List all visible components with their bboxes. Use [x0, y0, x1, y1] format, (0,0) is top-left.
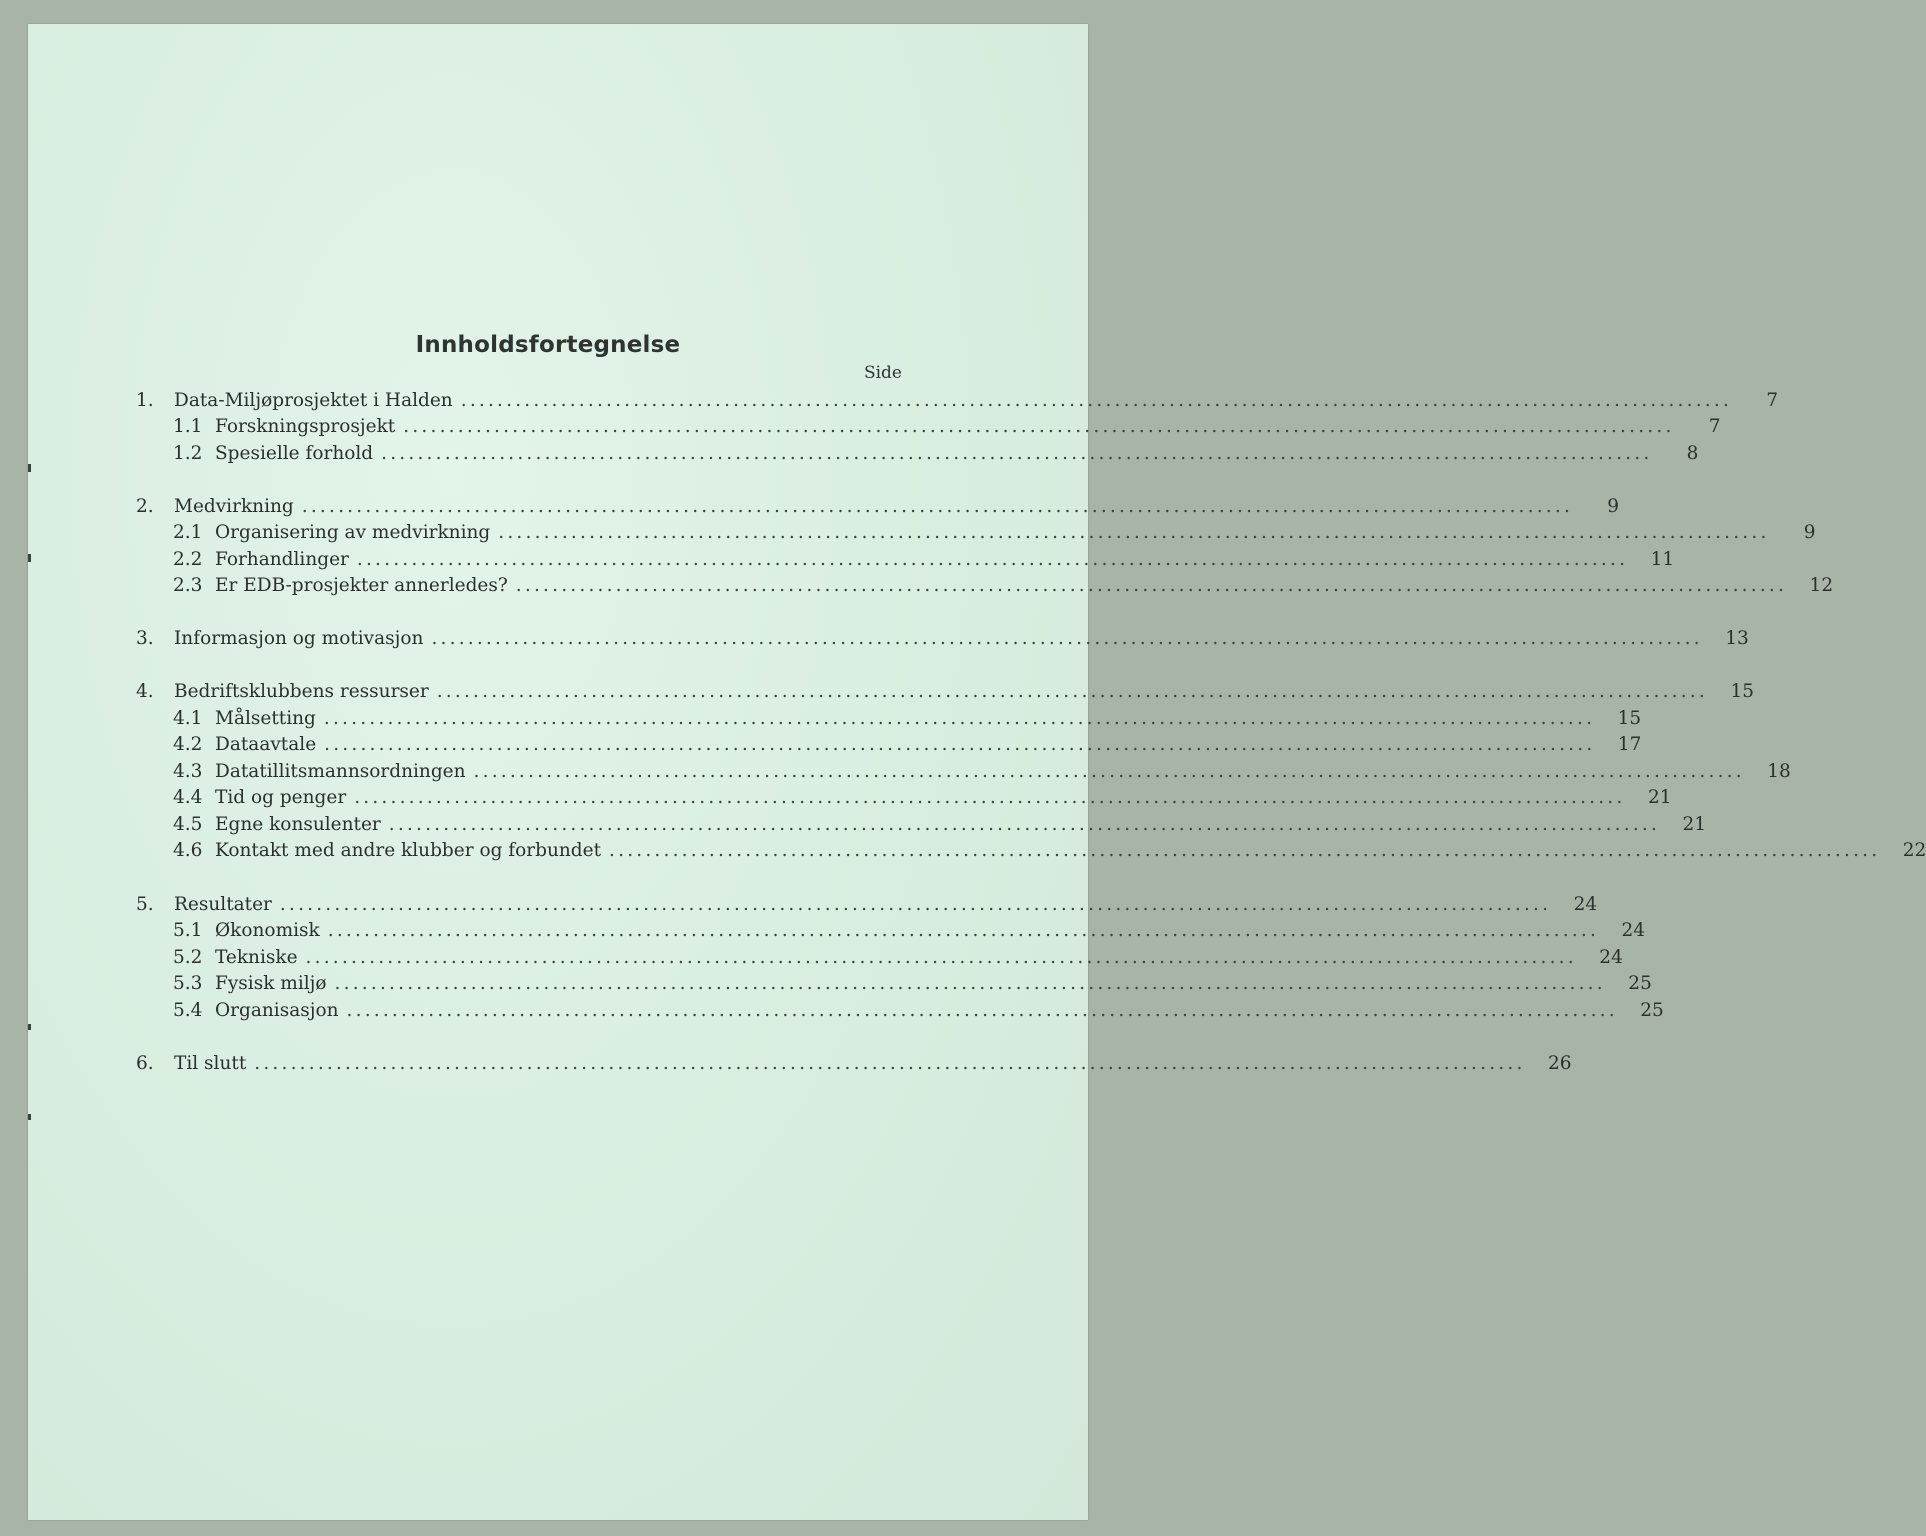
toc-label: Organisering av medvirkning	[215, 522, 491, 543]
toc-page-number: 25	[1640, 1000, 1664, 1021]
toc-leader: ............................................................................................................................................	[324, 734, 1596, 755]
toc-number: 1.1	[173, 416, 203, 437]
toc-label: Organisasjon	[215, 1000, 339, 1021]
toc-subsection	[173, 787, 1672, 813]
toc-number: 2.3	[173, 575, 203, 596]
toc-number: 6.	[136, 1053, 154, 1074]
toc-leader: ............................................................................................................................................	[346, 1000, 1618, 1021]
toc-page-number: 24	[1599, 947, 1623, 968]
toc-page-number: 22	[1902, 840, 1926, 861]
toc-leader: ............................................................................................................................................	[515, 575, 1788, 596]
toc-page-number: 9	[1607, 496, 1620, 517]
toc-number: 2.	[136, 496, 154, 517]
page-title: Innholdsfortegnelse	[415, 332, 681, 358]
toc-label: Forskningsprosjekt	[215, 416, 396, 437]
toc-number: 1.2	[173, 443, 203, 464]
toc-number: 3.	[136, 628, 154, 649]
toc-page-number: 11	[1650, 549, 1675, 570]
toc-page-number: 24	[1573, 894, 1598, 915]
toc-page-number: 8	[1686, 443, 1699, 464]
toc-label: Tid og penger	[215, 787, 347, 808]
toc-number: 4.5	[173, 814, 203, 835]
toc-label: Kontakt med andre klubber og forbundet	[215, 840, 602, 861]
toc-subsection	[173, 920, 1646, 946]
toc-label: Tekniske	[215, 947, 298, 968]
toc-leader: ............................................................................................................................................	[609, 840, 1881, 861]
toc-section	[136, 628, 1749, 654]
toc-section	[136, 1053, 1572, 1079]
toc-number: 5.3	[173, 973, 203, 994]
toc-number: 4.2	[173, 734, 203, 755]
toc-subsection	[173, 522, 1816, 548]
toc-leader: ............................................................................................................................................	[323, 708, 1596, 729]
toc-page-number: 12	[1809, 575, 1834, 596]
toc-number: 2.2	[173, 549, 203, 570]
toc-leader: ............................................................................................................................................	[279, 894, 1552, 915]
toc-number: 5.4	[173, 1000, 203, 1021]
toc-page-number: 13	[1725, 628, 1749, 649]
toc-number: 4.	[136, 681, 154, 702]
toc-subsection	[173, 575, 1834, 601]
toc-leader: ............................................................................................................................................	[498, 522, 1770, 543]
toc-page-number: 17	[1617, 734, 1642, 755]
toc-leader: ............................................................................................................................................	[327, 920, 1600, 941]
toc-page-number: 15	[1730, 681, 1755, 702]
toc-label: Dataavtale	[215, 734, 317, 755]
toc-leader: ............................................................................................................................................	[254, 1053, 1526, 1074]
toc-label: Informasjon og motivasjon	[174, 628, 424, 649]
toc-leader: ............................................................................................................................................	[381, 443, 1653, 464]
toc-label: Økonomisk	[215, 920, 320, 941]
page-column-label: Side	[863, 363, 902, 383]
toc-label: Data-Miljøprosjektet i Halden	[174, 390, 453, 411]
toc-number: 4.3	[173, 761, 203, 782]
toc-page-number: 7	[1766, 390, 1779, 411]
toc-page-number: 9	[1803, 522, 1816, 543]
toc-number: 1.	[136, 390, 154, 411]
margin-mark	[28, 464, 31, 472]
toc-label: Resultater	[174, 894, 272, 915]
toc-label: Spesielle forhold	[215, 443, 374, 464]
toc-subsection	[173, 734, 1642, 760]
toc-leader: ............................................................................................................................................	[473, 761, 1745, 782]
toc-leader: ............................................................................................................................................	[354, 787, 1626, 808]
toc-label: Til slutt	[174, 1053, 247, 1074]
toc-leader: ............................................................................................................................................	[403, 416, 1675, 437]
toc-page-number: 26	[1548, 1053, 1572, 1074]
toc-number: 5.2	[173, 947, 203, 968]
document-page	[28, 24, 1926, 1520]
toc-leader: ............................................................................................................................................	[305, 947, 1577, 968]
toc-leader: ............................................................................................................................................	[431, 628, 1703, 649]
toc-page-number: 18	[1767, 761, 1791, 782]
toc-section	[136, 496, 1620, 522]
toc-label: Bedriftsklubbens ressurser	[174, 681, 429, 702]
toc-section	[136, 681, 1755, 707]
toc-number: 5.	[136, 894, 154, 915]
toc-subsection	[173, 443, 1699, 469]
toc-section	[136, 894, 1598, 920]
toc-label: Målsetting	[215, 708, 316, 729]
toc-subsection	[173, 416, 1721, 442]
toc-number: 5.1	[173, 920, 203, 941]
toc-subsection	[173, 708, 1642, 734]
margin-mark	[28, 1024, 31, 1030]
margin-mark	[28, 554, 31, 562]
toc-page-number: 21	[1647, 787, 1672, 808]
toc-subsection	[173, 973, 1652, 999]
toc-number: 4.1	[173, 708, 203, 729]
toc-leader: ............................................................................................................................................	[388, 814, 1661, 835]
toc-leader: ............................................................................................................................................	[301, 496, 1574, 517]
toc-number: 4.4	[173, 787, 203, 808]
toc-label: Forhandlinger	[215, 549, 349, 570]
toc-subsection	[173, 840, 1926, 866]
toc-leader: ............................................................................................................................................	[356, 549, 1629, 570]
toc-subsection	[173, 1000, 1664, 1026]
toc-label: Egne konsulenter	[215, 814, 381, 835]
toc-leader: ............................................................................................................................................	[334, 973, 1606, 994]
toc-page-number: 24	[1621, 920, 1646, 941]
toc-leader: ............................................................................................................................................	[460, 390, 1733, 411]
toc-label: Medvirkning	[174, 496, 294, 517]
toc-label: Datatillitsmannsordningen	[215, 761, 466, 782]
toc-label: Er EDB-prosjekter annerledes?	[215, 575, 508, 596]
toc-page-number: 21	[1682, 814, 1707, 835]
toc-page-number: 25	[1628, 973, 1652, 994]
toc-number: 4.6	[173, 840, 203, 861]
toc-subsection	[173, 947, 1623, 973]
toc-label: Fysisk miljø	[215, 973, 327, 994]
toc-subsection	[173, 761, 1791, 787]
toc-page-number: 7	[1708, 416, 1721, 437]
margin-mark	[28, 1114, 31, 1120]
toc-number: 2.1	[173, 522, 203, 543]
toc-page-number: 15	[1617, 708, 1642, 729]
toc-subsection	[173, 814, 1707, 840]
toc-subsection	[173, 549, 1675, 575]
toc-section	[136, 390, 1779, 416]
toc-leader: ............................................................................................................................................	[436, 681, 1709, 702]
